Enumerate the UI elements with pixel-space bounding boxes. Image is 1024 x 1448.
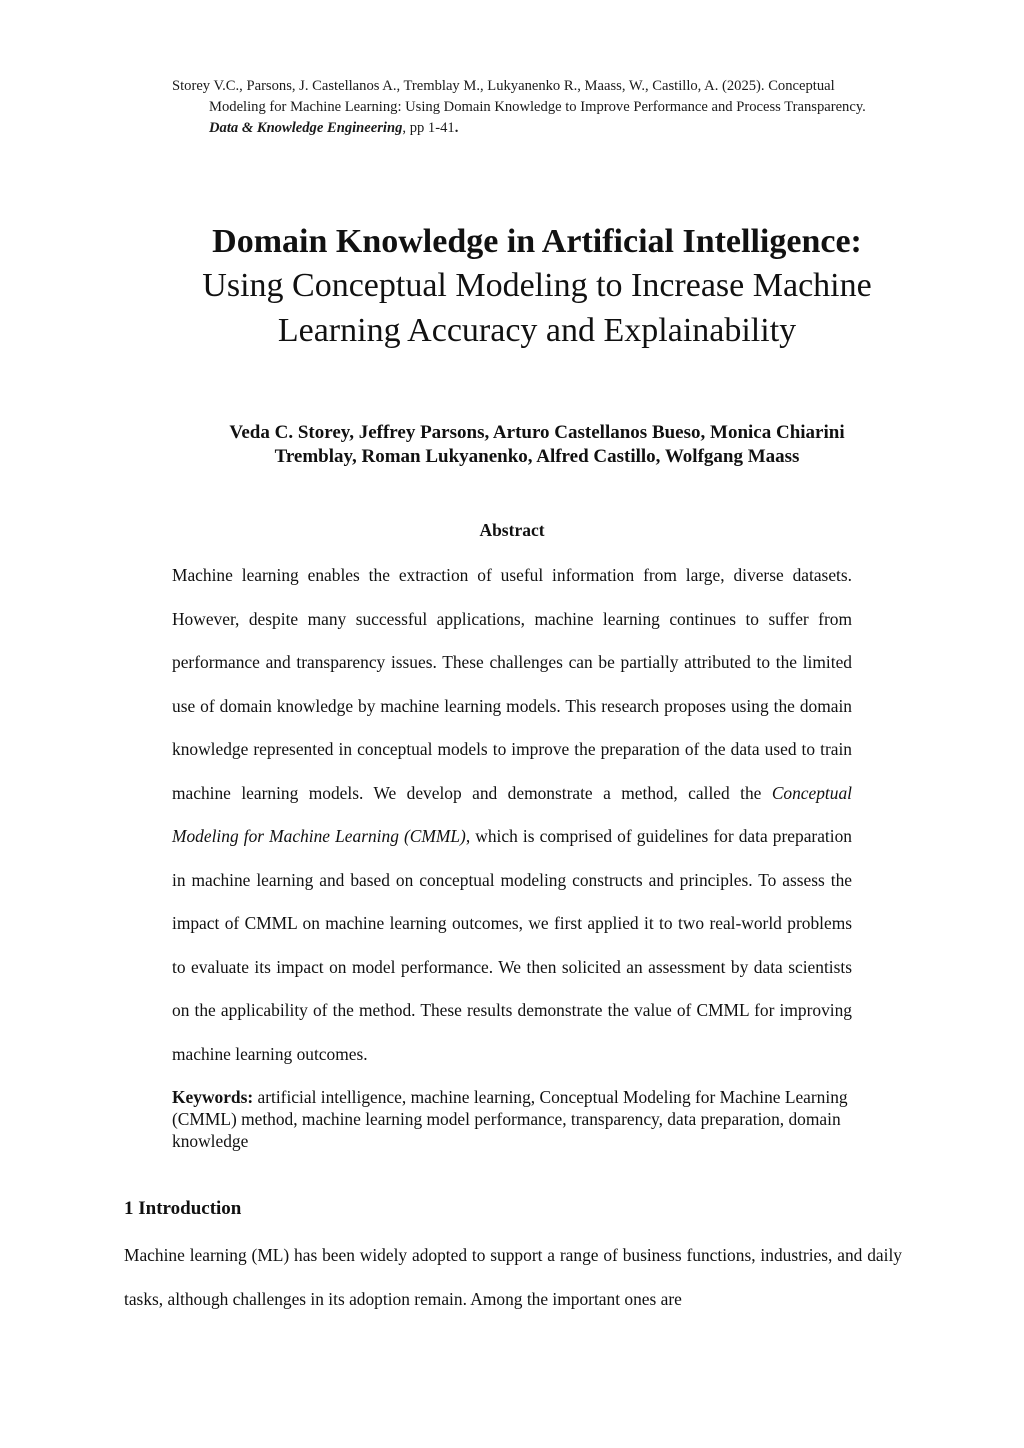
authors-line-1: Veda C. Storey, Jeffrey Parsons, Arturo Castellanos Bueso, Monica Chiarini — [229, 422, 845, 443]
abstract-text — [172, 554, 852, 1076]
keywords-label: Keywords: — [172, 1087, 254, 1107]
keywords — [172, 1086, 852, 1152]
paper-title — [100, 221, 974, 353]
authors-line-2: Tremblay, Roman Lukyanenko, Alfred Castillo, Wolfgang Maass — [274, 446, 800, 467]
citation-pages: , pp 1-41 — [402, 120, 455, 136]
citation-line-2: Modeling for Machine Learning: Using Domain Knowledge to Improve Performance and Process Transparency. — [209, 99, 866, 115]
citation-line-3 — [172, 118, 902, 139]
title-subtitle-line-2: Learning Accuracy and Explainability — [277, 312, 797, 349]
citation-end: . — [454, 120, 459, 136]
title-subtitle-line-1: Using Conceptual Modeling to Increase Machine — [202, 267, 872, 304]
abstract-text-part-1: Machine learning enables the extraction of useful information from large, diverse datasets. However, despite many successful applications, machine learning continues to suffer from performance and transparency issues. These challenges can be partially attributed to the limited use of domain knowledge by machine learning models. This research proposes using the domain knowledge represented in conceptual models to improve the preparation of the data used to train machine learning models. We develop and demonstrate a method, called the — [172, 565, 852, 803]
abstract-heading: Abstract — [479, 520, 545, 540]
keywords-text: artificial intelligence, machine learning, Conceptual Modeling for Machine Learning (CMML) method, machine learning model performance, transparency, data preparation, domain knowledge — [172, 1087, 848, 1151]
author-list — [150, 421, 924, 469]
introduction-text: Machine learning (ML) has been widely adopted to support a range of business functions, industries, and daily tasks, although challenges in its adoption remain. Among the important ones are — [124, 1245, 902, 1309]
abstract-text-part-2: , which is comprised of guidelines for data preparation in machine learning and based on conceptual modeling constructs and principles. To assess the impact of CMML on machine learning outcomes, we first applied it to two real-world problems to evaluate its impact on model performance. We then solicited an assessment by data scientists on the applicability of the method. These results demonstrate the value of CMML for improving machine learning outcomes. — [172, 826, 852, 1064]
abstract-method-name: Conceptual Modeling for Machine Learning (CMML) — [172, 782, 852, 846]
citation-journal: Data & Knowledge Engineering — [209, 120, 403, 136]
citation-line-1: Storey V.C., Parsons, J. Castellanos A., Tremblay M., Lukyanenko R., Maass, W., Castillo, A. (2025). Conceptual — [172, 78, 835, 94]
citation — [172, 76, 902, 139]
section-heading-introduction: 1 Introduction — [124, 1198, 242, 1219]
title-main: Domain Knowledge in Artificial Intelligence: — [212, 223, 862, 260]
